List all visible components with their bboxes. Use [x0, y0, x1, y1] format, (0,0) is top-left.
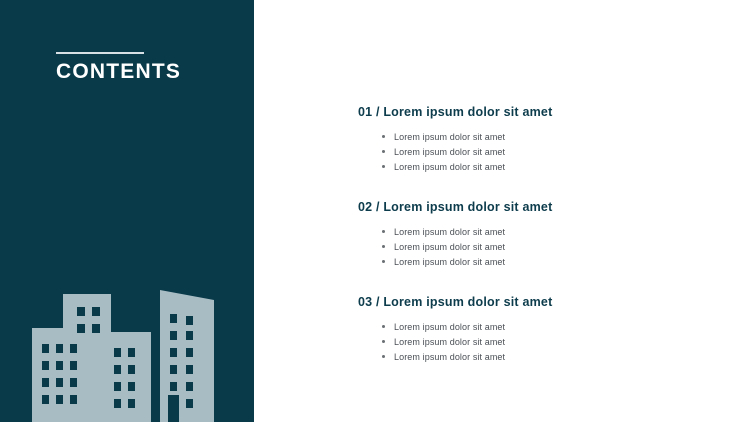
section-bullets: [358, 130, 718, 175]
list-item: [382, 240, 718, 255]
list-item-label: Lorem ipsum dolor sit amet: [394, 352, 506, 362]
list-item-label: Lorem ipsum dolor sit amet: [394, 242, 506, 252]
list-item: [382, 350, 718, 365]
bullet-dot-icon: [382, 260, 385, 263]
content-section: [358, 294, 718, 365]
list-item: [382, 255, 718, 270]
bullet-dot-icon: [382, 165, 385, 168]
bullet-dot-icon: [382, 135, 385, 138]
content-section: [358, 104, 718, 175]
list-item: [382, 145, 718, 160]
list-item-label: Lorem ipsum dolor sit amet: [394, 132, 506, 142]
section-heading: 02 / Lorem ipsum dolor sit amet: [358, 200, 553, 214]
bullet-dot-icon: [382, 340, 385, 343]
contents-list: [358, 104, 718, 365]
section-bullets: [358, 225, 718, 270]
list-item-label: Lorem ipsum dolor sit amet: [394, 162, 506, 172]
bullet-dot-icon: [382, 230, 385, 233]
section-heading: 01 / Lorem ipsum dolor sit amet: [358, 105, 553, 119]
bullet-dot-icon: [382, 325, 385, 328]
bullet-dot-icon: [382, 245, 385, 248]
list-item: [382, 160, 718, 175]
list-item: [382, 225, 718, 240]
title-divider: [56, 52, 144, 54]
page-title: CONTENTS: [56, 60, 182, 83]
section-bullets: [358, 320, 718, 365]
list-item: [382, 130, 718, 145]
content-section: [358, 199, 718, 270]
list-item-label: Lorem ipsum dolor sit amet: [394, 322, 506, 332]
list-item-label: Lorem ipsum dolor sit amet: [394, 147, 506, 157]
list-item-label: Lorem ipsum dolor sit amet: [394, 257, 506, 267]
left-title-panel: [0, 0, 254, 422]
list-item-label: Lorem ipsum dolor sit amet: [394, 337, 506, 347]
city-skyline-illustration: [0, 262, 254, 422]
bullet-dot-icon: [382, 355, 385, 358]
list-item: [382, 320, 718, 335]
list-item: [382, 335, 718, 350]
list-item-label: Lorem ipsum dolor sit amet: [394, 227, 506, 237]
bullet-dot-icon: [382, 150, 385, 153]
section-heading: 03 / Lorem ipsum dolor sit amet: [358, 295, 553, 309]
